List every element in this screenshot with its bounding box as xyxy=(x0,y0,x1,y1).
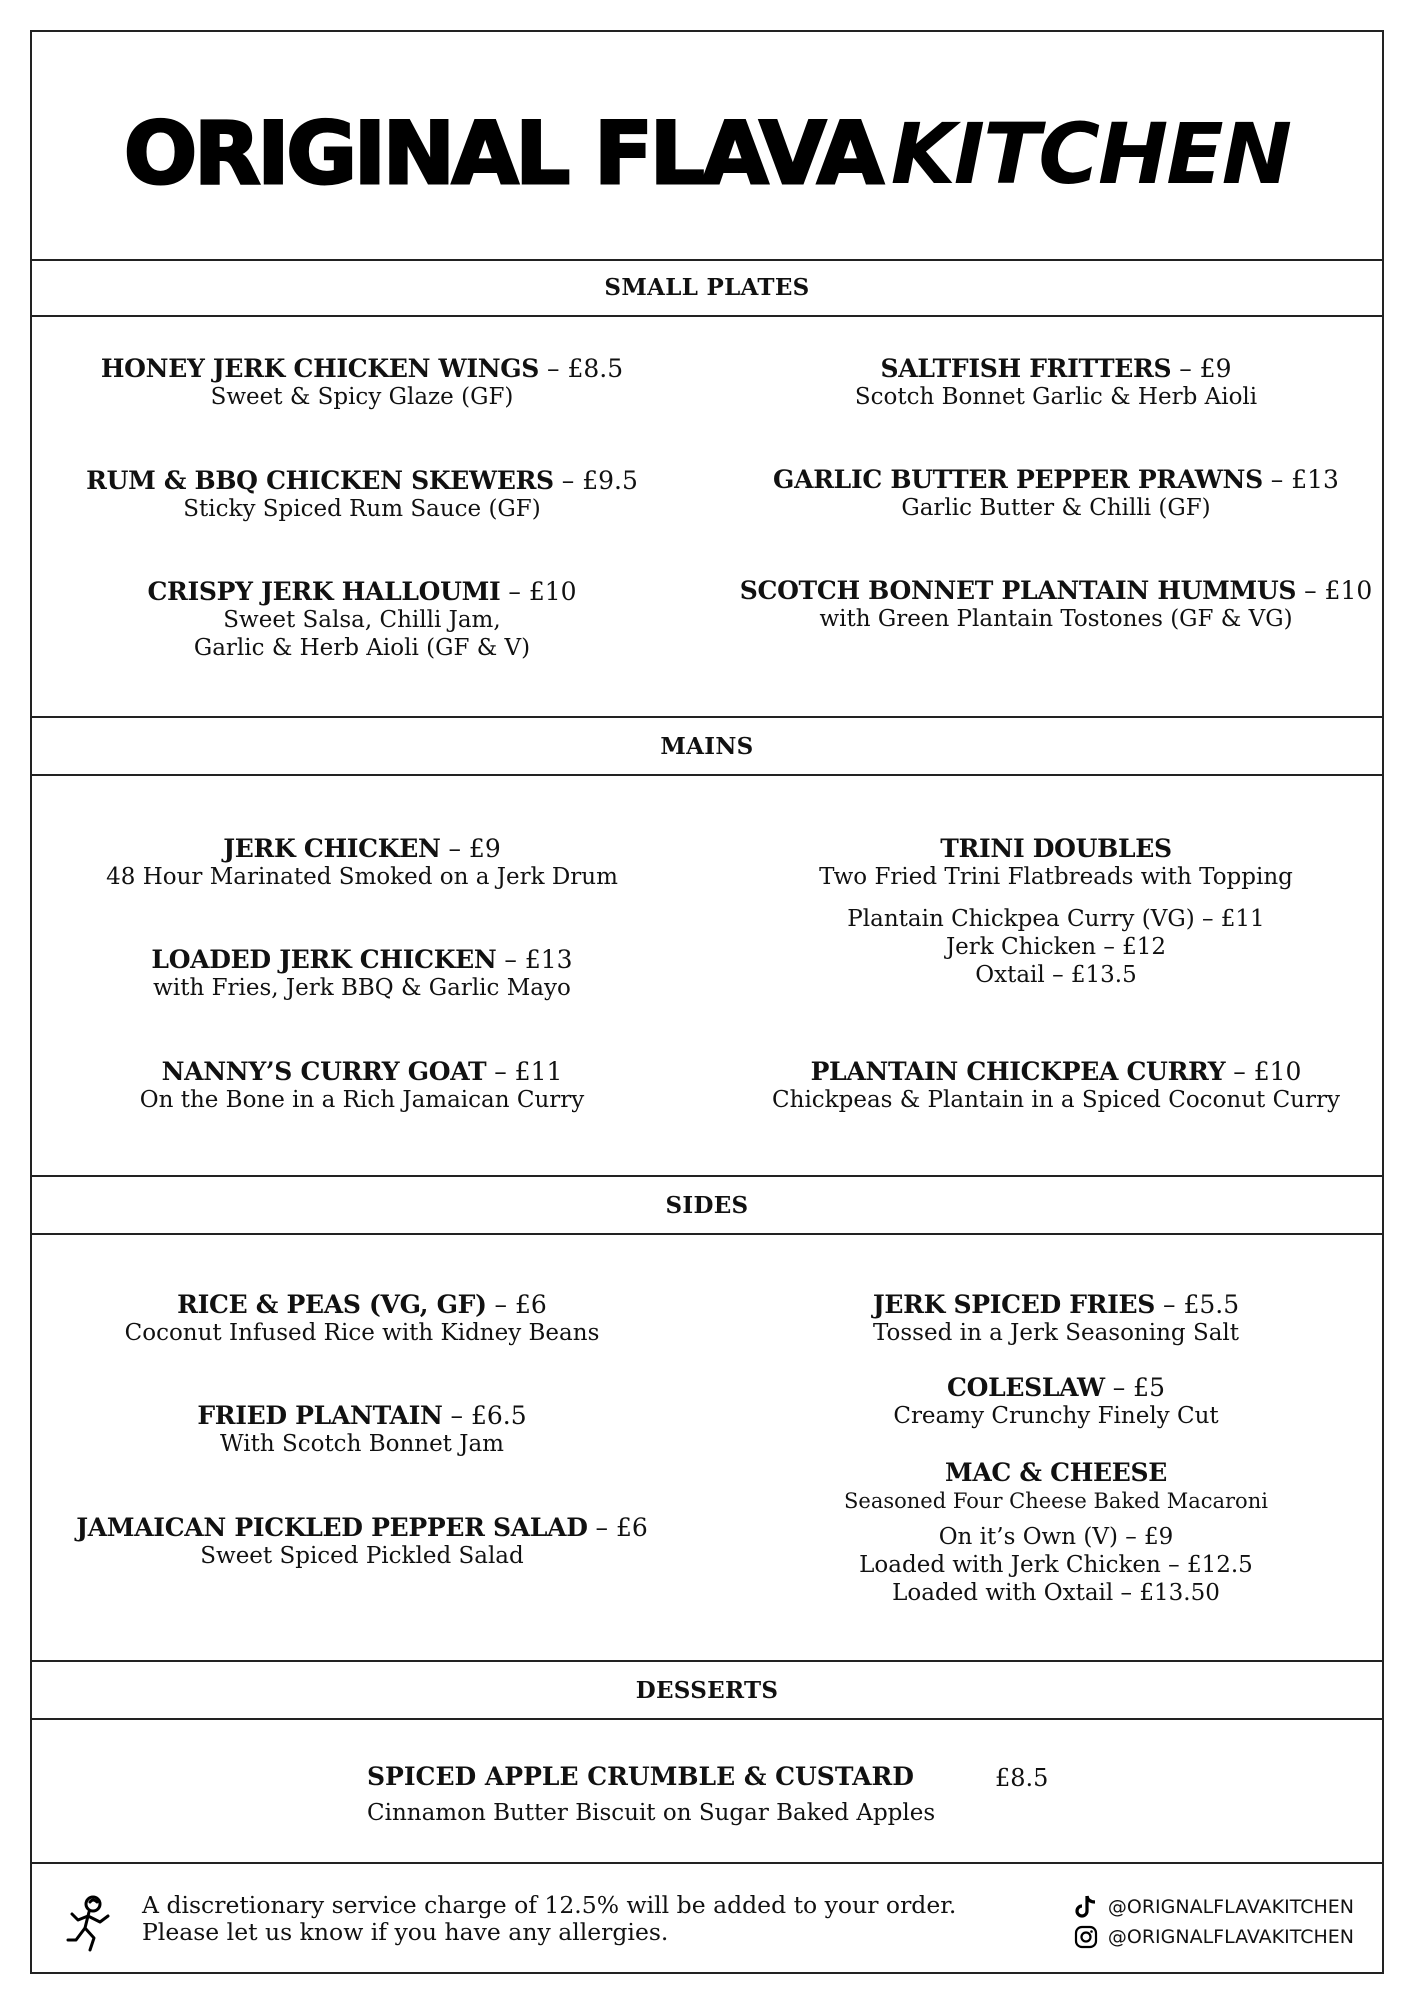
menu-item xyxy=(32,1401,692,1458)
item-price: – £10 xyxy=(1225,1057,1302,1086)
item-price: – £11 xyxy=(486,1057,563,1086)
item-option: Loaded with Jerk Chicken – £12.5 xyxy=(859,1552,1253,1578)
brand-logo xyxy=(32,104,1382,204)
brand-name-bold: ORIGINAL FLAVA xyxy=(123,104,881,204)
menu-frame xyxy=(30,30,1384,1974)
item-option: Oxtail – £13.5 xyxy=(975,962,1137,988)
section-heading-mains: MAINS xyxy=(32,716,1382,776)
item-name: HONEY JERK CHICKEN WINGS xyxy=(100,354,540,383)
section-heading-sides: SIDES xyxy=(32,1175,1382,1235)
service-charge-notice: A discretionary service charge of 12.5% will be added to your order. xyxy=(142,1891,957,1919)
tiktok-link[interactable] xyxy=(1074,1894,1354,1920)
tiktok-icon xyxy=(1074,1894,1098,1920)
menu-header xyxy=(32,32,1382,261)
item-price: – £10 xyxy=(500,577,577,606)
menu-item xyxy=(726,576,1386,633)
menu-item xyxy=(726,1057,1386,1114)
item-name: COLESLAW xyxy=(947,1373,1105,1402)
item-description: with Fries, Jerk BBQ & Garlic Mayo xyxy=(153,975,571,1001)
item-price: – £9 xyxy=(440,834,501,863)
instagram-link[interactable] xyxy=(1074,1925,1354,1949)
item-name: SALTFISH FRITTERS xyxy=(880,354,1172,383)
item-description: Garlic & Herb Aioli (GF & V) xyxy=(193,635,531,661)
item-description: Chickpeas & Plantain in a Spiced Coconut Curry xyxy=(772,1087,1340,1113)
item-price: – £5 xyxy=(1104,1373,1165,1402)
item-price: – £13 xyxy=(496,945,573,974)
menu-item xyxy=(32,1513,692,1570)
item-description: Sweet Salsa, Chilli Jam, xyxy=(223,607,501,633)
item-name: GARLIC BUTTER PEPPER PRAWNS xyxy=(773,465,1263,494)
item-description: On the Bone in a Rich Jamaican Curry xyxy=(139,1087,585,1113)
item-description: With Scotch Bonnet Jam xyxy=(220,1431,504,1457)
menu-item xyxy=(32,834,692,891)
item-description: Sweet & Spicy Glaze (GF) xyxy=(210,384,514,410)
item-option: Jerk Chicken – £12 xyxy=(945,934,1167,960)
menu-item xyxy=(32,354,692,411)
item-description: Garlic Butter & Chilli (GF) xyxy=(901,495,1211,521)
item-description: Coconut Infused Rice with Kidney Beans xyxy=(124,1320,600,1346)
item-name: NANNY’S CURRY GOAT xyxy=(161,1057,487,1086)
instagram-handle: @ORIGNALFLAVAKITCHEN xyxy=(1107,1926,1354,1948)
item-price: – £6 xyxy=(587,1513,648,1542)
item-name: RICE & PEAS (VG, GF) xyxy=(177,1290,487,1319)
item-price: – £8.5 xyxy=(539,354,624,383)
dessert-item-price: £8.5 xyxy=(995,1764,1049,1792)
item-option: On it’s Own (V) – £9 xyxy=(938,1524,1174,1550)
item-price: – £9.5 xyxy=(553,466,638,495)
item-description: 48 Hour Marinated Smoked on a Jerk Drum xyxy=(106,864,618,890)
item-description: Creamy Crunchy Finely Cut xyxy=(893,1403,1219,1429)
section-heading-small-plates: SMALL PLATES xyxy=(32,259,1382,317)
allergy-notice: Please let us know if you have any allergies. xyxy=(142,1918,669,1946)
menu-item xyxy=(726,834,1386,989)
item-description: Scotch Bonnet Garlic & Herb Aioli xyxy=(854,384,1258,410)
menu-item xyxy=(726,1458,1386,1607)
runner-icon xyxy=(60,1894,116,1954)
menu-item xyxy=(32,1290,692,1347)
item-name: JAMAICAN PICKLED PEPPER SALAD xyxy=(76,1513,588,1542)
tiktok-handle: @ORIGNALFLAVAKITCHEN xyxy=(1107,1896,1354,1918)
item-name: JERK SPICED FRIES xyxy=(872,1290,1156,1319)
menu-item xyxy=(726,354,1386,411)
item-name: PLANTAIN CHICKPEA CURRY xyxy=(810,1057,1226,1086)
menu-item xyxy=(726,1373,1386,1430)
item-description: Tossed in a Jerk Seasoning Salt xyxy=(872,1320,1240,1346)
item-price: – £9 xyxy=(1171,354,1232,383)
item-price: – £6 xyxy=(486,1290,547,1319)
item-description: with Green Plantain Tostones (GF & VG) xyxy=(819,606,1293,632)
menu-item xyxy=(32,945,692,1002)
item-name: TRINI DOUBLES xyxy=(940,834,1172,863)
item-name: JERK CHICKEN xyxy=(223,834,441,863)
menu-item xyxy=(726,1290,1386,1347)
item-description: Sticky Spiced Rum Sauce (GF) xyxy=(183,496,541,522)
item-description: Two Fried Trini Flatbreads with Topping xyxy=(819,864,1293,890)
item-price: – £10 xyxy=(1296,576,1373,605)
item-description: Sweet Spiced Pickled Salad xyxy=(200,1543,524,1569)
item-name: SCOTCH BONNET PLANTAIN HUMMUS xyxy=(739,576,1297,605)
menu-item xyxy=(32,577,692,662)
dessert-item-name: SPICED APPLE CRUMBLE & CUSTARD xyxy=(367,1762,914,1791)
item-price: – £6.5 xyxy=(442,1401,527,1430)
item-option: Loaded with Oxtail – £13.50 xyxy=(892,1580,1220,1606)
section-heading-desserts: DESSERTS xyxy=(32,1660,1382,1720)
menu-item xyxy=(726,465,1386,522)
footer-divider xyxy=(32,1862,1382,1864)
item-name: RUM & BBQ CHICKEN SKEWERS xyxy=(86,466,554,495)
brand-name-script: KITCHEN xyxy=(890,105,1290,203)
item-description: Seasoned Four Cheese Baked Macaroni xyxy=(844,1489,1268,1513)
item-name: MAC & CHEESE xyxy=(944,1458,1168,1487)
instagram-icon xyxy=(1074,1925,1098,1949)
item-name: CRISPY JERK HALLOUMI xyxy=(147,577,501,606)
item-price: – £13 xyxy=(1262,465,1339,494)
item-price: – £5.5 xyxy=(1155,1290,1240,1319)
menu-item xyxy=(32,1057,692,1114)
item-name: LOADED JERK CHICKEN xyxy=(151,945,497,974)
item-option: Plantain Chickpea Curry (VG) – £11 xyxy=(847,906,1265,932)
footer-notice xyxy=(142,1892,956,1946)
dessert-item-description: Cinnamon Butter Biscuit on Sugar Baked Apples xyxy=(367,1800,936,1826)
item-name: FRIED PLANTAIN xyxy=(197,1401,443,1430)
menu-item xyxy=(32,466,692,523)
